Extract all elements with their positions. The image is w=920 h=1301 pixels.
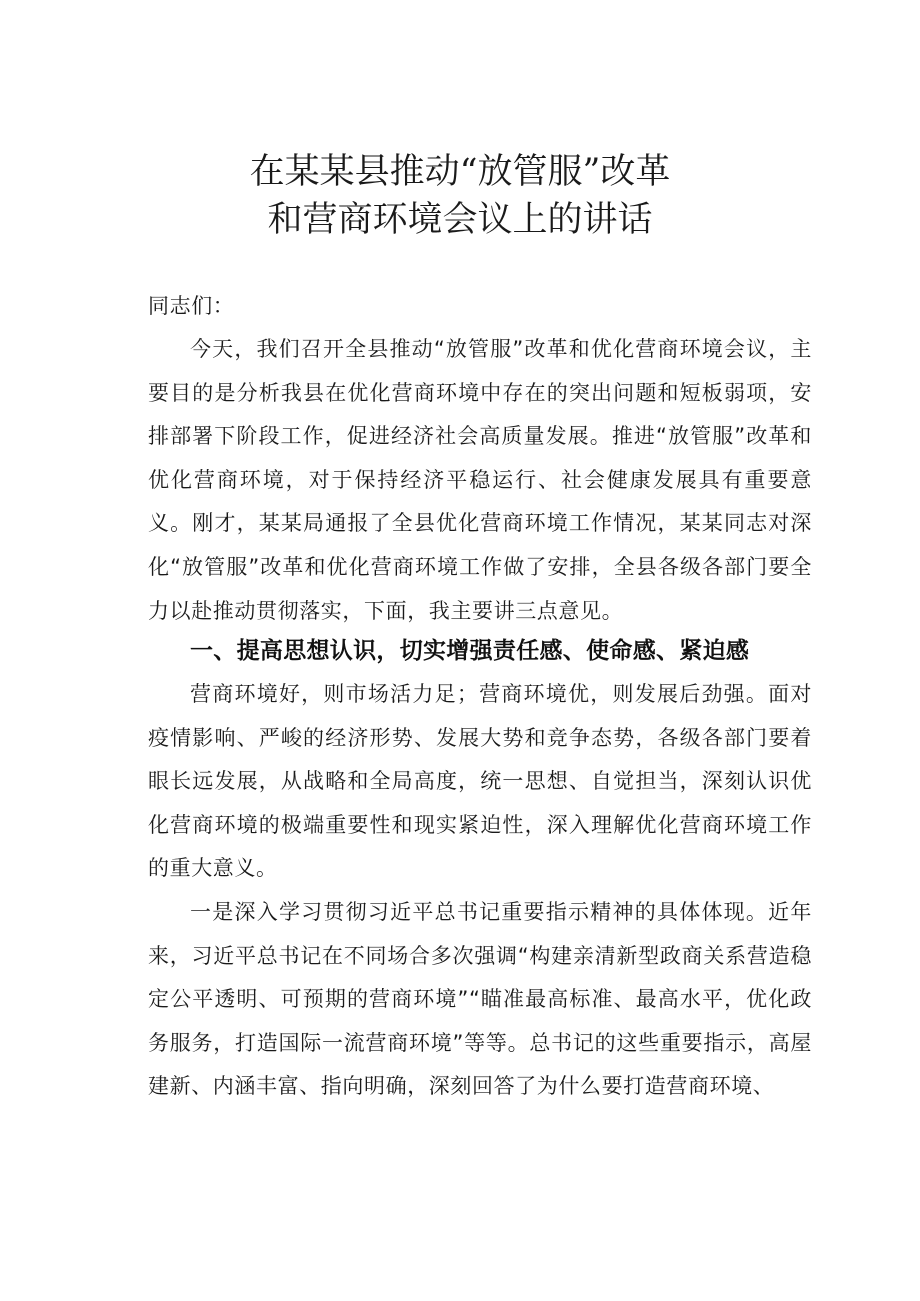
paragraph-intro-text: 今天，我们召开全县推动“放管服”改革和优化营商环境会议，主要目的是分析我县在优化营商环境中存在的突出问题和短板弱项，安排部署下阶段工作，促进经济社会高质量发展。推进“放管服”改革和优化营商环境，对于保持经济平稳运行、社会健康发展具有重要意义。刚才，某某局通报了全县优化营商环境工作情况，某某同志对深化“放管服”改革和优化营商环境工作做了安排，全县各级各部门要全力以赴推动贯彻落实，下面，我主要讲三点意见。 [148,337,812,623]
paragraph-point-1 [148,891,812,1109]
document-title-line-1: 在某某县推动“放管服”改革 [249,152,671,192]
paragraph-intro [148,328,812,633]
document-title-line-2: 和营商环境会议上的讲话 [267,200,653,240]
paragraph-section-1 [148,673,812,891]
paragraph-section-1-text: 营商环境好，则市场活力足；营商环境优，则发展后劲强。面对疫情影响、严峻的经济形势、发展大势和竞争态势，各级各部门要着眼长远发展，从战略和全局高度，统一思想、自觉担当，深刻认识优化营商环境的极端重要性和现实紧迫性，深入理解优化营商环境工作的重大意义。 [148,682,812,881]
paragraph-point-1-text: 一是深入学习贯彻习近平总书记重要指示精神的具体体现。近年来，习近平总书记在不同场合多次强调“构建亲清新型政商关系营造稳定公平透明、可预期的营商环境”“瞄准最高标准、最高水平，优化政务服务，打造国际一流营商环境”等等。总书记的这些重要指示，高屋建新、内涵丰富、指向明确，深刻回答了为什么要打造营商环境、 [148,900,812,1099]
section-heading-1: 一、提高思想认识，切实增强责任感、使命感、紧迫感 [190,638,750,664]
salutation: 同志们： [148,294,235,318]
